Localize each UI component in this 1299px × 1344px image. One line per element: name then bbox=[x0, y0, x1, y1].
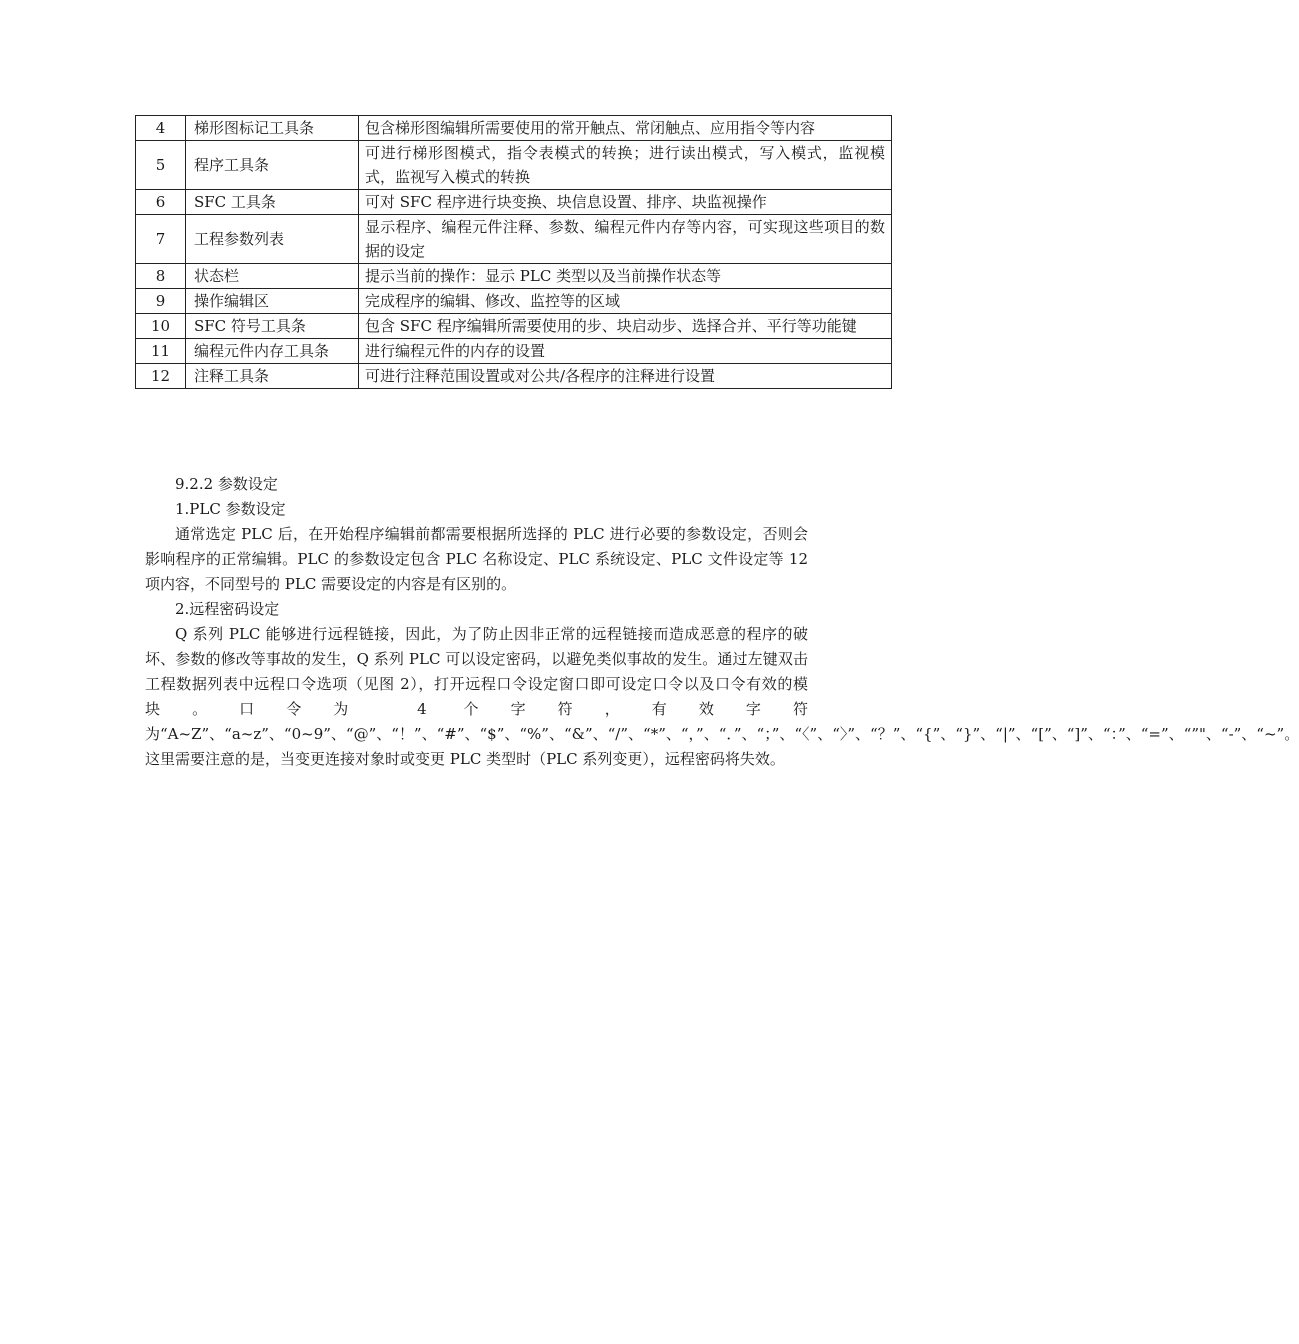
row-description: 可进行梯形图模式，指令表模式的转换；进行读出模式，写入模式，监视模式，监视写入模式的转换 bbox=[359, 141, 892, 190]
row-number: 4 bbox=[136, 116, 186, 141]
row-number: 9 bbox=[136, 289, 186, 314]
row-description: 进行编程元件的内存的设置 bbox=[359, 339, 892, 364]
table-row bbox=[136, 215, 892, 264]
row-name: 工程参数列表 bbox=[186, 215, 359, 264]
table-row bbox=[136, 364, 892, 389]
table-row bbox=[136, 339, 892, 364]
row-number: 7 bbox=[136, 215, 186, 264]
paragraph-remote-password: Q 系列 PLC 能够进行远程链接，因此，为了防止因非正常的远程链接而造成恶意的程序的破坏、参数的修改等事故的发生，Q 系列 PLC 可以设定密码，以避免类似事故的发生。通过左键双击工程数据列表中远程口令选项（见图 2），打开远程口令设定窗口即可设定口令以及口令有效的模块。口令为 4 个字符，有效字符为“A~Z”、“a~z”、“0~9”、“@”、“！”、“#”、“$”、“%”、“&”、“/”、“*”、“，”、“．”、“；”、“〈”、“〉”、“？”、“{”、“}”、“|”、“[”、“]”、“：”、“=”、“”"、“-”、“~”。这里需要注意的是，当变更连接对象时或变更 PLC 类型时（PLC 系列变更），远程密码将失效。 bbox=[145, 625, 1299, 768]
row-name: SFC 工具条 bbox=[186, 190, 359, 215]
table-row bbox=[136, 141, 892, 190]
row-description: 包含梯形图编辑所需要使用的常开触点、常闭触点、应用指令等内容 bbox=[359, 116, 892, 141]
row-description: 包含 SFC 程序编辑所需要使用的步、块启动步、选择合并、平行等功能键 bbox=[359, 314, 892, 339]
row-name: 程序工具条 bbox=[186, 141, 359, 190]
row-description: 完成程序的编辑、修改、监控等的区域 bbox=[359, 289, 892, 314]
table-row bbox=[136, 314, 892, 339]
row-name: 状态栏 bbox=[186, 264, 359, 289]
row-name: SFC 符号工具条 bbox=[186, 314, 359, 339]
table-row bbox=[136, 289, 892, 314]
row-description: 显示程序、编程元件注释、参数、编程元件内存等内容，可实现这些项目的数据的设定 bbox=[359, 215, 892, 264]
row-name: 注释工具条 bbox=[186, 364, 359, 389]
row-number: 10 bbox=[136, 314, 186, 339]
row-number: 12 bbox=[136, 364, 186, 389]
subheading-plc-params: 1.PLC 参数设定 bbox=[175, 500, 286, 518]
section-heading: 9.2.2 参数设定 bbox=[175, 475, 278, 493]
table-row bbox=[136, 116, 892, 141]
table-row bbox=[136, 190, 892, 215]
row-description: 提示当前的操作：显示 PLC 类型以及当前操作状态等 bbox=[359, 264, 892, 289]
row-name: 编程元件内存工具条 bbox=[186, 339, 359, 364]
row-number: 5 bbox=[136, 141, 186, 190]
row-description: 可进行注释范围设置或对公共/各程序的注释进行设置 bbox=[359, 364, 892, 389]
row-name: 操作编辑区 bbox=[186, 289, 359, 314]
subheading-remote-password: 2.远程密码设定 bbox=[175, 600, 280, 618]
row-name: 梯形图标记工具条 bbox=[186, 116, 359, 141]
parameter-section bbox=[145, 472, 1299, 772]
row-description: 可对 SFC 程序进行块变换、块信息设置、排序、块监视操作 bbox=[359, 190, 892, 215]
row-number: 8 bbox=[136, 264, 186, 289]
component-table bbox=[135, 115, 892, 389]
paragraph-plc-params: 通常选定 PLC 后，在开始程序编辑前都需要根据所选择的 PLC 进行必要的参数设定，否则会影响程序的正常编辑。PLC 的参数设定包含 PLC 名称设定、PLC 系统设定、PLC 文件设定等 12 项内容，不同型号的 PLC 需要设定的内容是有区别的。 bbox=[145, 525, 808, 593]
table-row bbox=[136, 264, 892, 289]
row-number: 11 bbox=[136, 339, 186, 364]
row-number: 6 bbox=[136, 190, 186, 215]
